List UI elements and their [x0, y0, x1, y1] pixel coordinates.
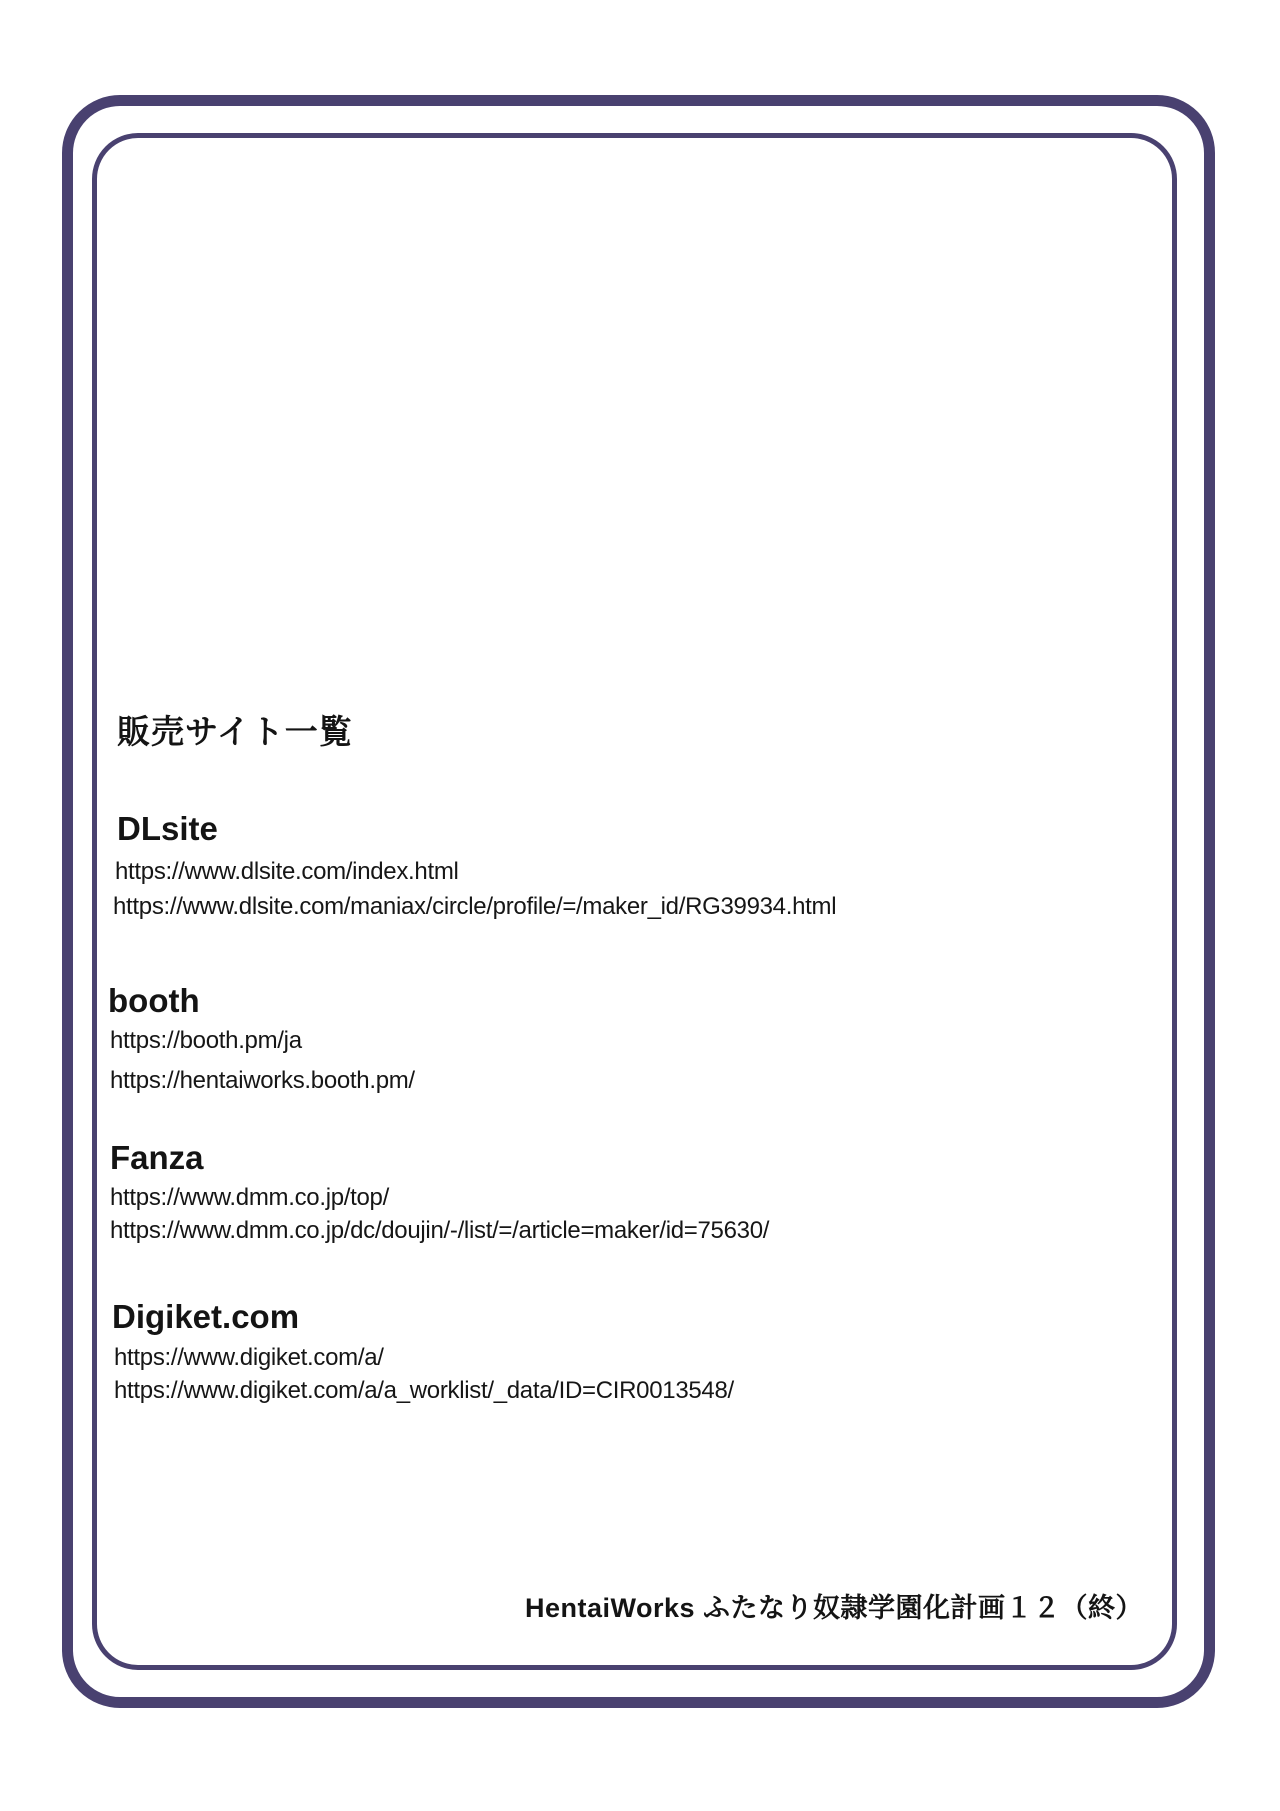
site-name-digiket: Digiket.com — [112, 1298, 300, 1335]
footer-credit: HentaiWorks ふたなり奴隷学園化計画１２（終） — [524, 1593, 1143, 1623]
site-url: https://hentaiworks.booth.pm/ — [110, 1067, 415, 1094]
site-url: https://www.dlsite.com/maniax/circle/profile/=/maker_id/RG39934.html — [113, 893, 837, 920]
page-title: 販売サイト一覧 — [117, 713, 353, 750]
site-url: https://www.dlsite.com/index.html — [115, 858, 459, 885]
site-url: https://www.dmm.co.jp/dc/doujin/-/list/=/article=maker/id=75630/ — [110, 1217, 770, 1244]
site-name-dlsite: DLsite — [117, 810, 218, 847]
site-name-booth: booth — [108, 982, 200, 1019]
site-name-fanza: Fanza — [110, 1139, 204, 1176]
site-url: https://booth.pm/ja — [110, 1027, 302, 1054]
site-url: https://www.digiket.com/a/a_worklist/_data/ID=CIR0013548/ — [114, 1377, 734, 1404]
site-url: https://www.dmm.co.jp/top/ — [110, 1184, 389, 1211]
site-url: https://www.digiket.com/a/ — [114, 1344, 384, 1371]
